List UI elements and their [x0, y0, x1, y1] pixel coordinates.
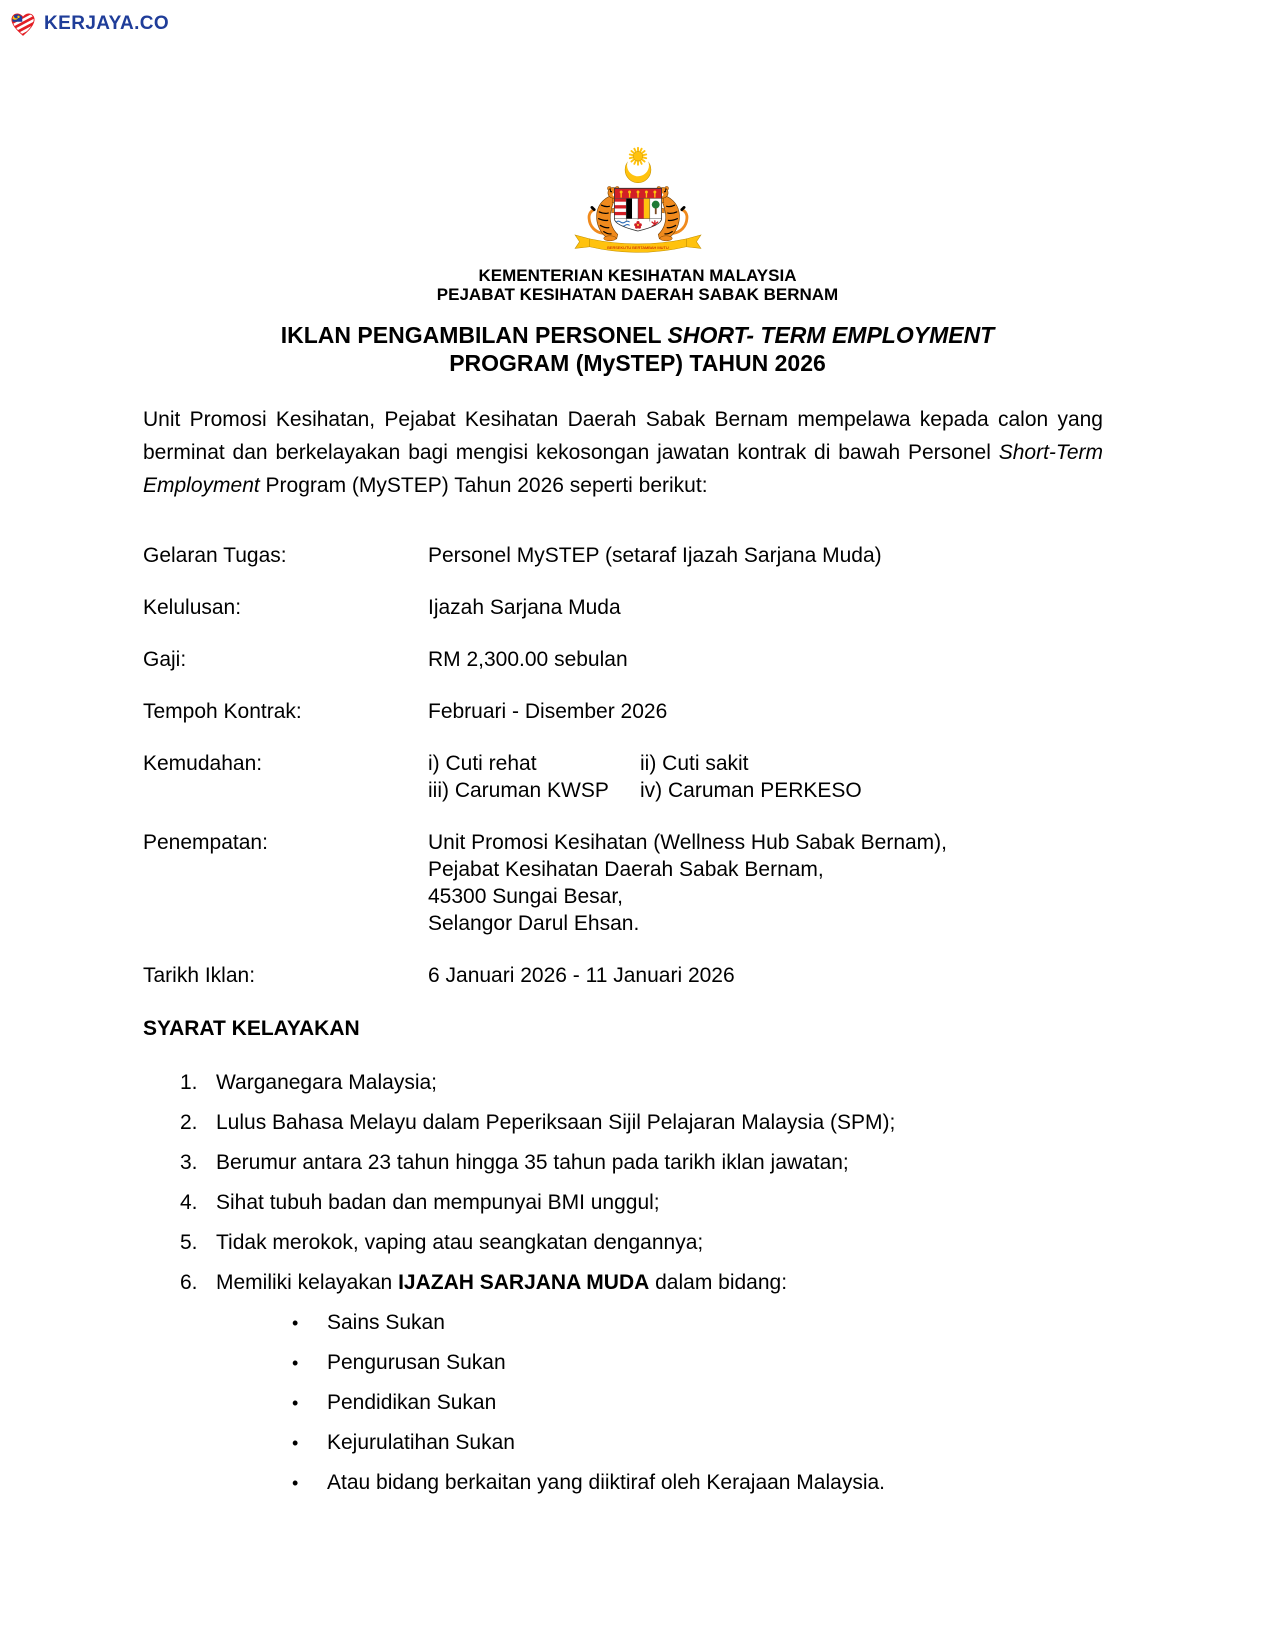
detail-row-gaji	[143, 646, 1103, 673]
address-line: Selangor Darul Ehsan.	[428, 912, 640, 935]
bullet-text: Kejurulatihan Sukan	[327, 1431, 515, 1454]
title-line-2: PROGRAM (MySTEP) TAHUN 2026	[449, 350, 826, 376]
item-number: 3.	[180, 1151, 198, 1174]
bullet-marker: •	[292, 1313, 299, 1333]
item-text: Sihat tubuh badan dan mempunyai BMI unggul;	[216, 1191, 660, 1214]
address-line: Pejabat Kesihatan Daerah Sabak Bernam,	[428, 858, 824, 881]
item-text: Berumur antara 23 tahun hingga 35 tahun pada tarikh iklan jawatan;	[216, 1151, 849, 1174]
requirement-item	[180, 1270, 1103, 1296]
item-text: Warganegara Malaysia;	[216, 1071, 437, 1094]
kerjaya-brand-text: KERJAYA.CO	[44, 13, 170, 34]
bullet-item	[292, 1470, 1103, 1496]
intro-paragraph: Unit Promosi Kesihatan, Pejabat Kesihatan Daerah Sabak Bernam mempelawa kepada calon yang berminat dan berkelayakan bagi mengisi kekosongan jawatan kontrak di bawah Personel Short-Term Employment Program (MySTEP) Tahun 2026 seperti berikut:	[143, 408, 1103, 497]
detail-label: Kemudahan:	[143, 752, 263, 775]
item-number: 4.	[180, 1191, 198, 1214]
bullet-item	[292, 1350, 1103, 1376]
ministry-name: KEMENTERIAN KESIHATAN MALAYSIA	[478, 266, 797, 285]
detail-label: Tarikh Iklan:	[143, 964, 256, 987]
item-text: Lulus Bahasa Melayu dalam Peperiksaan Sijil Pelajaran Malaysia (SPM);	[216, 1111, 896, 1134]
requirement-item	[180, 1070, 1103, 1096]
detail-value: Februari - Disember 2026	[428, 700, 668, 723]
detail-row-tempoh-kontrak	[143, 698, 1103, 725]
item-text: Memiliki kelayakan IJAZAH SARJANA MUDA dalam bidang:	[216, 1271, 788, 1294]
job-details	[143, 542, 1103, 989]
detail-value: Ijazah Sarjana Muda	[428, 596, 621, 619]
kemudahan-item: ii) Cuti sakit	[640, 752, 749, 775]
requirement-item	[180, 1230, 1103, 1256]
detail-row-kemudahan	[143, 750, 1103, 804]
bullet-marker: •	[292, 1473, 299, 1493]
bullet-text: Sains Sukan	[327, 1311, 445, 1334]
detail-label: Penempatan:	[143, 831, 268, 854]
penempatan-address	[428, 829, 1103, 937]
kemudahan-item: iv) Caruman PERKESO	[640, 779, 862, 802]
detail-value: RM 2,300.00 sebulan	[428, 648, 628, 671]
kemudahan-grid	[428, 750, 1103, 804]
item-number: 5.	[180, 1231, 198, 1254]
detail-value: 6 Januari 2026 - 11 Januari 2026	[428, 964, 735, 987]
document-title	[0, 321, 1275, 377]
kerjaya-logo[interactable]	[8, 10, 169, 38]
bullet-item	[292, 1390, 1103, 1416]
field-bullet-list	[180, 1310, 1103, 1496]
crest-motto-text: BERSEKUTU BERTAMBAH MUTU	[606, 245, 669, 251]
item-number: 6.	[180, 1271, 198, 1294]
title-line-1: IKLAN PENGAMBILAN PERSONEL SHORT- TERM EMPLOYMENT	[280, 322, 995, 348]
item-number: 2.	[180, 1111, 198, 1134]
item-number: 1.	[180, 1071, 198, 1094]
bullet-text: Atau bidang berkaitan yang diiktiraf oleh Kerajaan Malaysia.	[327, 1471, 886, 1494]
requirement-item	[180, 1190, 1103, 1216]
bullet-text: Pengurusan Sukan	[327, 1351, 506, 1374]
detail-row-kelulusan	[143, 594, 1103, 621]
bullet-marker: •	[292, 1353, 299, 1373]
detail-row-penempatan	[143, 829, 1103, 937]
requirement-item	[180, 1110, 1103, 1136]
detail-row-gelaran-tugas	[143, 542, 1103, 569]
requirement-item	[180, 1150, 1103, 1176]
address-line: Unit Promosi Kesihatan (Wellness Hub Sabak Bernam),	[428, 831, 948, 854]
address-line: 45300 Sungai Besar,	[428, 885, 623, 908]
detail-label: Kelulusan:	[143, 596, 242, 619]
kemudahan-item: iii) Caruman KWSP	[428, 779, 609, 802]
detail-value: Personel MySTEP (setaraf Ijazah Sarjana Muda)	[428, 544, 882, 567]
detail-label: Gelaran Tugas:	[143, 544, 287, 567]
bullet-marker: •	[292, 1433, 299, 1453]
detail-label: Tempoh Kontrak:	[143, 700, 302, 723]
bullet-item	[292, 1310, 1103, 1336]
requirements-list	[143, 1070, 1103, 1496]
bullet-item	[292, 1430, 1103, 1456]
kerjaya-heart-flag-icon	[8, 10, 38, 38]
bullet-marker: •	[292, 1393, 299, 1413]
malaysia-coat-of-arms	[0, 0, 1275, 263]
detail-row-tarikh-iklan	[143, 962, 1103, 989]
detail-label: Gaji:	[143, 648, 187, 671]
bullet-text: Pendidikan Sukan	[327, 1391, 497, 1414]
item-text: Tidak merokok, vaping atau seangkatan dengannya;	[216, 1231, 704, 1254]
requirements-heading: SYARAT KELAYAKAN	[143, 1017, 360, 1040]
office-name: PEJABAT KESIHATAN DAERAH SABAK BERNAM	[436, 285, 839, 304]
kemudahan-item: i) Cuti rehat	[428, 752, 537, 775]
